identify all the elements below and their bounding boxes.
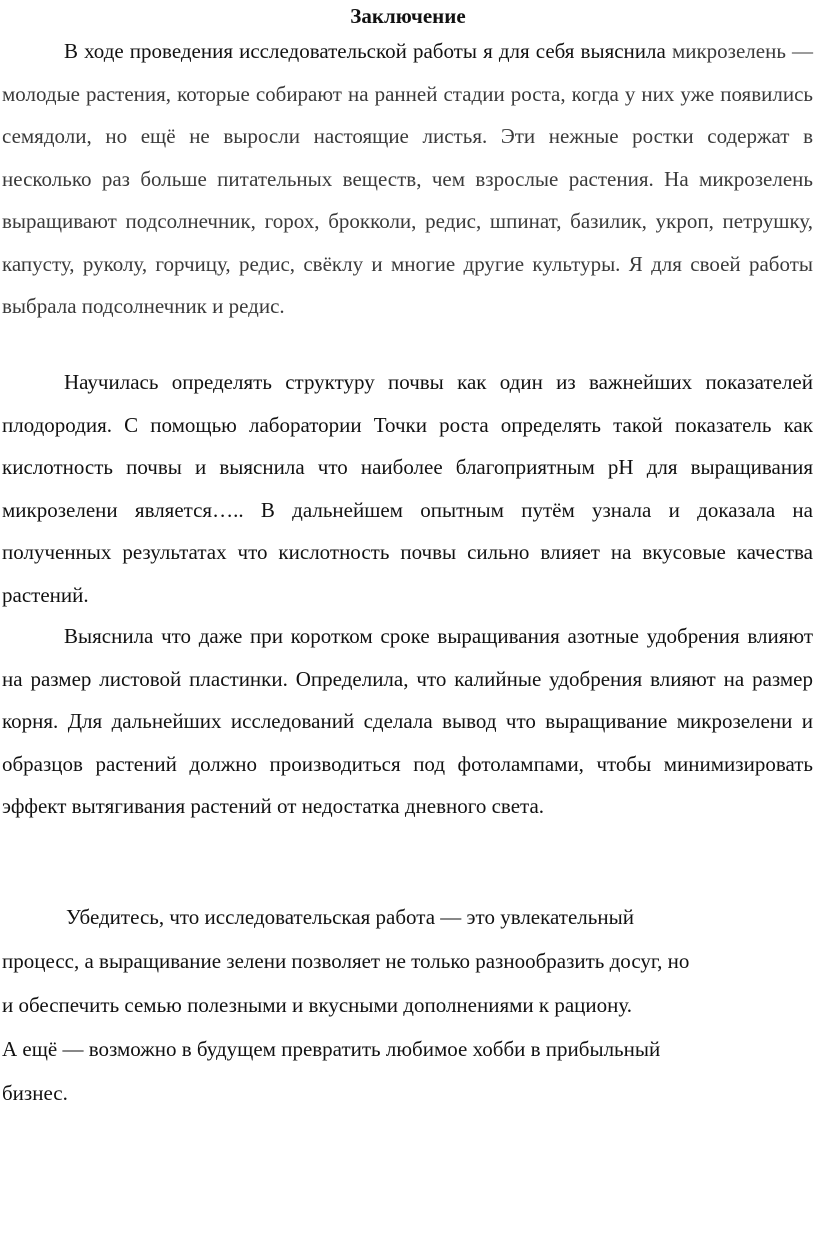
- paragraph-microgreens-lead: В ходе проведения исследовательской работы я для себя выяснила: [64, 39, 666, 63]
- page-title: Заключение: [350, 4, 466, 28]
- closing-paragraph: [2, 895, 802, 1115]
- closing-line-3: и обеспечить семью полезными и вкусными дополнениями к рациону.: [2, 993, 633, 1017]
- paragraph-microgreens-body: микрозелень — молодые растения, которые собирают на ранней стадии роста, когда у них уже появились семядоли, но ещё не выросли настоящие листья. Эти нежные ростки содержат в несколько раз больше питательных веществ, чем взрослые растения. На микрозелень выращивают подсолнечник, горох, брокколи, редис, шпинат, базилик, укроп, петрушку, капусту, руколу, горчицу, редис, свёклу и многие другие культуры. Я для своей работы выбрала подсолнечник и редис.: [2, 39, 814, 318]
- paragraph-soil: Научилась определять структуру почвы как один из важнейших показателей плодородия. С помощью лаборатории Точки роста определять такой показатель как кислотность почвы и выяснила что наиболее благоприятным pH для выращивания микрозелени является….. В дальнейшем опытным путём узнала и доказала на полученных результатах что кислотность почвы сильно влияет на вкусовые качества растений.: [2, 370, 813, 607]
- paragraph-fertilizers: Выяснила что даже при коротком сроке выращивания азотные удобрения влияют на размер листовой пластинки. Определила, что калийные удобрения влияют на размер корня. Для дальнейших исследований сделала вывод что выращивание микрозелени и образцов растений должно производиться под фотолампами, чтобы минимизировать эффект вытягивания растений от недостатка дневного света.: [2, 624, 813, 818]
- closing-line-5: бизнес.: [2, 1081, 68, 1105]
- closing-line-2: процесс, а выращивание зелени позволяет не только разнообразить досуг, но: [2, 949, 690, 973]
- paragraph-microgreens: [2, 30, 813, 328]
- closing-line-4: А ещё — возможно в будущем превратить любимое хобби в прибыльный: [2, 1037, 661, 1061]
- closing-line-1: Убедитесь, что исследовательская работа — это увлекательный: [66, 905, 634, 929]
